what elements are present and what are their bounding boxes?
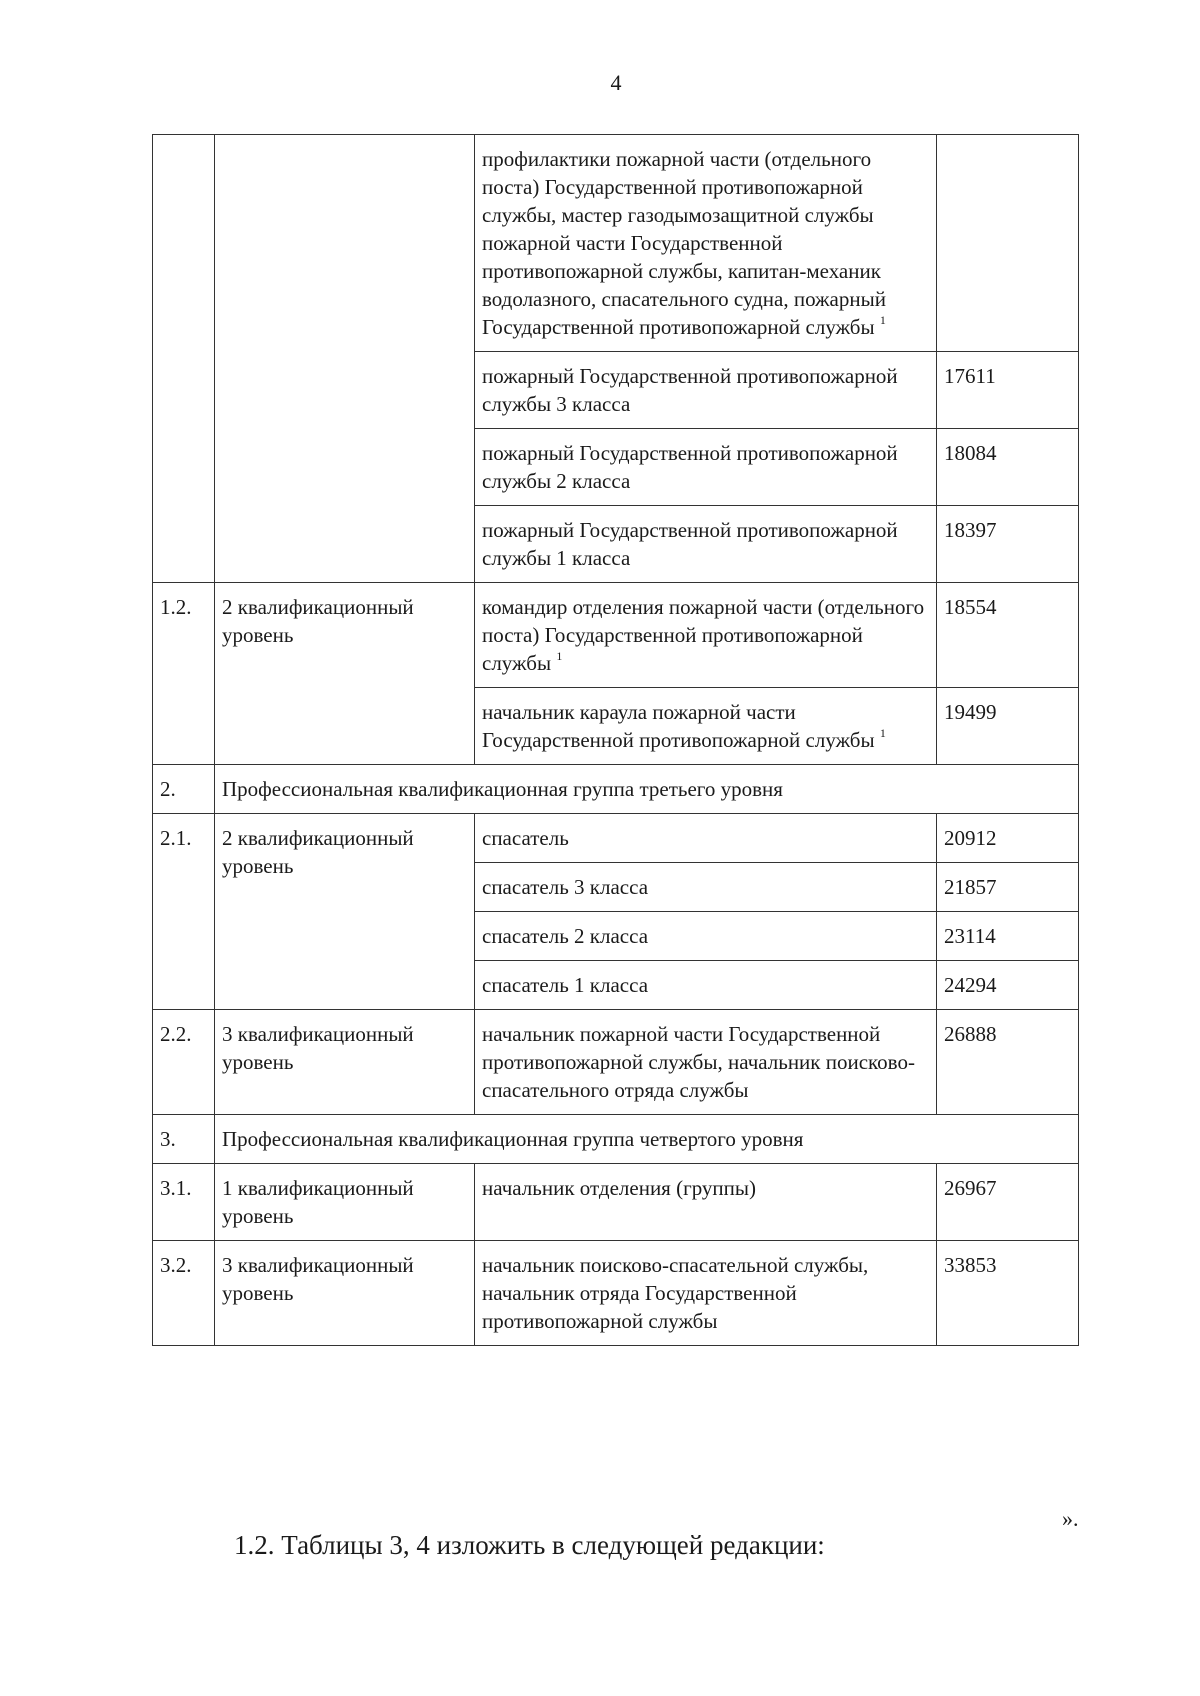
row-number-cell: 3.2. — [153, 1241, 215, 1346]
position-cell: пожарный Государственной противопожарной службы 2 класса — [475, 429, 937, 506]
group-title-cell: Профессиональная квалификационная группа третьего уровня — [215, 765, 1079, 814]
row-number-cell: 2.1. — [153, 814, 215, 1010]
row-number-cell: 3.1. — [153, 1164, 215, 1241]
row-number-cell: 2. — [153, 765, 215, 814]
value-cell — [937, 135, 1079, 352]
level-cell — [215, 135, 475, 583]
table-row — [153, 814, 1079, 863]
amendment-paragraph: 1.2. Таблицы 3, 4 изложить в следующей редакции: — [234, 1530, 825, 1560]
position-cell: командир отделения пожарной части (отдельного поста) Государственной противопожарной службы $^1$ — [475, 583, 937, 688]
position-cell: начальник отделения (группы) — [475, 1164, 937, 1241]
value-cell: 19499 — [937, 688, 1079, 765]
group-title-cell: Профессиональная квалификационная группа четвертого уровня — [215, 1115, 1079, 1164]
group-row — [153, 1115, 1079, 1164]
value-cell: 17611 — [937, 352, 1079, 429]
table-row — [153, 583, 1079, 688]
value-cell: 23114 — [937, 912, 1079, 961]
position-cell: начальник караула пожарной части Государственной противопожарной службы $^1$ — [475, 688, 937, 765]
level-cell: 3 квалификационный уровень — [215, 1241, 475, 1346]
value-cell: 33853 — [937, 1241, 1079, 1346]
position-cell — [475, 1241, 937, 1346]
value-cell: 20912 — [937, 814, 1079, 863]
value-cell: 18554 — [937, 583, 1079, 688]
row-number-cell: 1.2. — [153, 583, 215, 765]
level-cell: 2 квалификационный уровень — [215, 814, 475, 1010]
footnote-marker: 1 — [879, 313, 886, 327]
level-cell: 2 квалификационный уровень — [215, 583, 475, 765]
salary-table — [152, 134, 1079, 1346]
closing-quote: ». — [1062, 1506, 1079, 1531]
value-cell: 24294 — [937, 961, 1079, 1010]
position-line: начальник отряда Государственной противопожарной службы — [482, 1281, 797, 1333]
table-row — [153, 1241, 1079, 1346]
page-number: 4 — [610, 70, 622, 95]
position-line: начальник поисково-спасательной службы, — [482, 1253, 869, 1277]
value-cell: 18084 — [937, 429, 1079, 506]
footnote-marker: 1 — [556, 649, 563, 663]
position-cell: профилактики пожарной части (отдельного поста) Государственной противопожарной службы, мастер газодымозащитной службы пожарной части Государственной противопожарной службы, капитан-механик водолазного, спасательного судна, пожарный Государственной противопожарной службы $^1$ — [475, 135, 937, 352]
table-row — [153, 1164, 1079, 1241]
row-number-cell — [153, 135, 215, 583]
value-cell: 26967 — [937, 1164, 1079, 1241]
position-cell: пожарный Государственной противопожарной службы 1 класса — [475, 506, 937, 583]
table-row — [153, 135, 1079, 352]
row-number-cell: 3. — [153, 1115, 215, 1164]
position-cell: пожарный Государственной противопожарной службы 3 класса — [475, 352, 937, 429]
position-cell: спасатель 1 класса — [475, 961, 937, 1010]
position-cell: спасатель 3 класса — [475, 863, 937, 912]
position-cell: спасатель 2 класса — [475, 912, 937, 961]
row-number-cell: 2.2. — [153, 1010, 215, 1115]
level-cell: 3 квалификационный уровень — [215, 1010, 475, 1115]
position-cell: спасатель — [475, 814, 937, 863]
value-cell: 18397 — [937, 506, 1079, 583]
value-cell: 26888 — [937, 1010, 1079, 1115]
footnote-marker: 1 — [879, 726, 886, 740]
group-row — [153, 765, 1079, 814]
table-row — [153, 1010, 1079, 1115]
position-cell: начальник пожарной части Государственной противопожарной службы, начальник поисково-спасательного отряда службы — [475, 1010, 937, 1115]
value-cell: 21857 — [937, 863, 1079, 912]
level-cell: 1 квалификационный уровень — [215, 1164, 475, 1241]
